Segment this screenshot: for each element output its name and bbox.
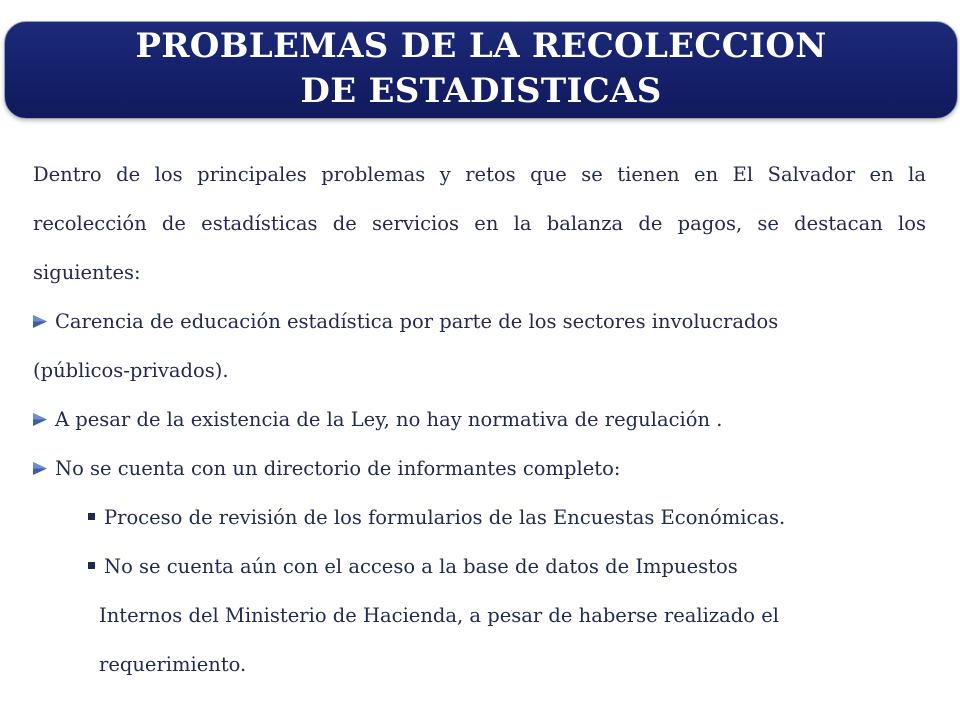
- bullet-text: No se cuenta con un directorio de informantes completo:: [55, 457, 621, 480]
- bullet-item-3: [33, 444, 926, 493]
- sub-bullet-continuation-1: Internos del Ministerio de Hacienda, a pesar de haberse realizado el: [99, 604, 779, 627]
- bullet-item-2: [33, 395, 926, 444]
- bullet-text: Carencia de educación estadística por parte de los sectores involucrados: [55, 310, 779, 333]
- bullet-text: A pesar de la existencia de la Ley, no hay normativa de regulación .: [55, 408, 723, 431]
- square-bullet-icon: [88, 513, 95, 520]
- bullet-item-1: [33, 297, 926, 346]
- sub-bullet-item-1: [33, 493, 926, 542]
- square-bullet-icon: [88, 562, 95, 569]
- title-line-2: DE ESTADISTICAS: [300, 71, 662, 111]
- slide-body: [33, 150, 926, 689]
- bullet-continuation: (públicos-privados).: [33, 359, 229, 382]
- sub-bullet-text: Proceso de revisión de los formularios de las Encuestas Económicas.: [104, 506, 786, 529]
- arrow-bullet-icon: [33, 315, 47, 328]
- arrow-bullet-icon: [33, 462, 47, 475]
- sub-bullet-continuation-2: requerimiento.: [99, 653, 247, 676]
- title-line-1: PROBLEMAS DE LA RECOLECCION: [135, 26, 827, 66]
- intro-paragraph: Dentro de los principales problemas y retos que se tienen en El Salvador en la recolección de estadísticas de servicios en la balanza de pagos, se destacan los siguientes:: [33, 163, 926, 284]
- arrow-bullet-icon: [33, 413, 47, 426]
- sub-bullet-item-2: [33, 542, 926, 591]
- slide-title: [4, 24, 958, 114]
- sub-bullet-text: No se cuenta aún con el acceso a la base de datos de Impuestos: [104, 555, 738, 578]
